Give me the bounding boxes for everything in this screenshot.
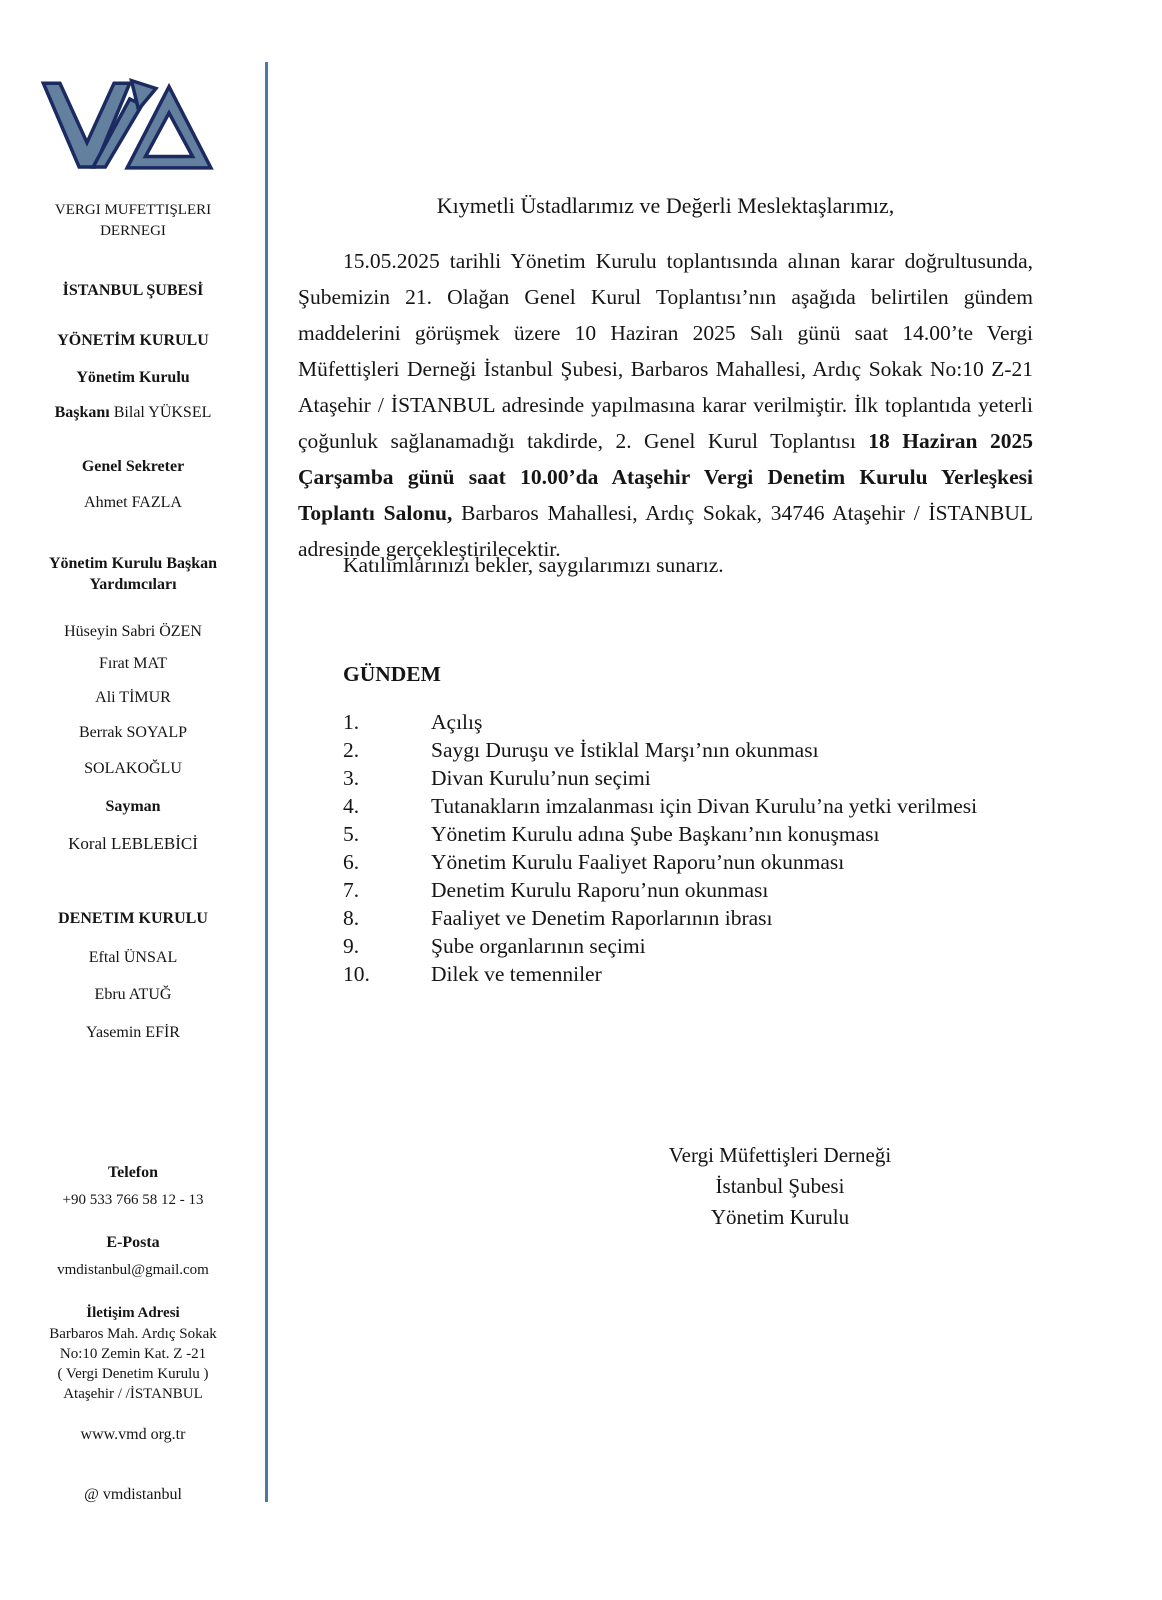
salutation: Kıymetli Üstadlarımız ve Değerli Meslektaşlarımız, [436, 193, 895, 218]
address-line: No:10 Zemin Kat. Z -21 [59, 1346, 207, 1362]
website-url: www.vmd org.tr [80, 1426, 186, 1443]
chairman-label: Başkanı [54, 404, 110, 421]
secretary-name: Ahmet FAZLA [84, 494, 182, 511]
paragraph-text: 15.05.2025 tarihli Yönetim Kurulu toplantısında alınan karar doğrultusunda, Şubemizin 21. Olağan Genel Kurul Toplantısı’nın aşağıda belirtilen gündem maddelerini görüşmek üzere 10 Haziran 2025 Salı günü saat 14.00’te Vergi Müfettişleri Derneği İstanbul Şubesi, Barbaros Mahallesi, Ardıç Sokak No:10 Z-21 Ataşehir / İSTANBUL adresinde yapılmasına karar verilmiştir. İlk toplantıda yeterli çoğunluk sağlanamadığı takdirde, 2. Genel Kurul Toplantısı [298, 249, 1033, 453]
org-name-line2: DERNEGI [100, 223, 166, 239]
chairman-title: Yönetim Kurulu [76, 369, 190, 386]
treasurer-name: Koral LEBLEBİCİ [68, 834, 198, 853]
signature-branch: İstanbul Şubesi [715, 1174, 845, 1198]
sidebar [18, 0, 248, 1600]
agenda-list [343, 708, 1023, 988]
agenda-item [343, 876, 1023, 904]
agenda-item [343, 764, 1023, 792]
vice-name: Fırat MAT [99, 655, 167, 672]
treasurer-title: Sayman [105, 798, 161, 815]
vice-heading-line2: Yardımcıları [89, 576, 177, 593]
chairman-line [18, 402, 248, 423]
agenda-item-text: Dilek ve temenniler [431, 962, 602, 986]
agenda-item-number: 5. [343, 822, 360, 846]
agenda-item-text: Yönetim Kurulu adına Şube Başkanı’nın konuşması [431, 822, 880, 846]
agenda-item-number: 2. [343, 738, 360, 762]
address-line: ( Vergi Denetim Kurulu ) [57, 1366, 209, 1382]
agenda-item-number: 9. [343, 934, 360, 958]
paragraph-text: Barbaros Mahallesi, Ardıç Sokak, 34746 Ataşehir / İSTANBUL adresinde gerçekleştirilecektir. [298, 501, 1034, 561]
address-label: İletişim Adresi [86, 1305, 180, 1321]
closing-line: Katılımlarınızı bekler, saygılarımızı sunarız. [343, 553, 724, 577]
agenda-item-number: 6. [343, 850, 360, 874]
vice-name: SOLAKOĞLU [84, 760, 182, 777]
org-name-line1: VERGI MUFETTIŞLERI [54, 202, 212, 218]
agenda-item-text: Şube organlarının seçimi [431, 934, 646, 958]
vice-name: Ali TİMUR [95, 689, 171, 706]
vertical-divider [265, 62, 268, 1502]
letter-paragraph [298, 243, 1033, 567]
letter-body [298, 0, 1033, 1600]
agenda-item-text: Divan Kurulu’nun seçimi [431, 766, 651, 790]
audit-name: Ebru ATUĞ [94, 986, 172, 1003]
agenda-item-text: Faaliyet ve Denetim Raporlarının ibrası [431, 906, 773, 930]
agenda-item-text: Denetim Kurulu Raporu’nun okunması [431, 878, 769, 902]
chairman-name: Bilal YÜKSEL [113, 404, 212, 421]
vmd-logo-icon [30, 78, 226, 174]
address-line: Ataşehir / /İSTANBUL [63, 1386, 203, 1402]
agenda-item [343, 708, 1023, 736]
branch-name: İSTANBUL ŞUBESİ [62, 282, 204, 299]
agenda-item [343, 820, 1023, 848]
agenda-item-number: 7. [343, 878, 360, 902]
agenda-item-number: 10. [343, 962, 370, 986]
board-heading: YÖNETİM KURULU [57, 332, 209, 349]
email-address: vmdistanbul@gmail.com [57, 1262, 209, 1278]
audit-name: Yasemin EFİR [86, 1024, 180, 1041]
vice-heading-line1: Yönetim Kurulu Başkan [48, 555, 218, 572]
agenda-item-text: Tutanakların imzalanması için Divan Kurulu’na yetki verilmesi [431, 794, 978, 818]
signature-org: Vergi Müfettişleri Derneği [668, 1143, 892, 1167]
email-label: E-Posta [106, 1234, 160, 1251]
secretary-title: Genel Sekreter [81, 458, 185, 475]
agenda-item [343, 932, 1023, 960]
agenda-item-text: Açılış [431, 710, 483, 734]
signature-board: Yönetim Kurulu [710, 1205, 850, 1229]
vice-name: Berrak SOYALP [79, 724, 187, 741]
agenda-item [343, 904, 1023, 932]
vice-name: Hüseyin Sabri ÖZEN [64, 623, 202, 640]
agenda-item-text: Yönetim Kurulu Faaliyet Raporu’nun okunması [431, 850, 845, 874]
agenda-item [343, 736, 1023, 764]
social-handle: @ vmdistanbul [84, 1486, 182, 1503]
agenda-title: GÜNDEM [343, 662, 441, 686]
agenda-item-number: 3. [343, 766, 360, 790]
phone-number: +90 533 766 58 12 - 13 [62, 1192, 204, 1208]
agenda-item-number: 1. [343, 710, 360, 734]
agenda-item-text: Saygı Duruşu ve İstiklal Marşı’nın okunması [431, 738, 819, 762]
paragraph-bold-text: 18 Haziran 2025 Çarşamba günü saat 10.00’da Ataşehir Vergi Denetim Kurulu Yerleşkesi Toplantı Salonu, [298, 429, 1033, 525]
signature-block [560, 1140, 1000, 1233]
audit-name: Eftal ÜNSAL [88, 949, 178, 966]
org-name [18, 200, 248, 242]
agenda-item [343, 960, 1023, 988]
agenda-item-number: 8. [343, 906, 360, 930]
address-line: Barbaros Mah. Ardıç Sokak [49, 1326, 217, 1342]
agenda-item [343, 792, 1023, 820]
address-block [18, 1324, 248, 1404]
agenda-item-number: 4. [343, 794, 360, 818]
audit-heading: DENETIM KURULU [58, 910, 208, 927]
phone-label: Telefon [107, 1164, 159, 1181]
vice-heading [18, 553, 248, 595]
agenda-item [343, 848, 1023, 876]
